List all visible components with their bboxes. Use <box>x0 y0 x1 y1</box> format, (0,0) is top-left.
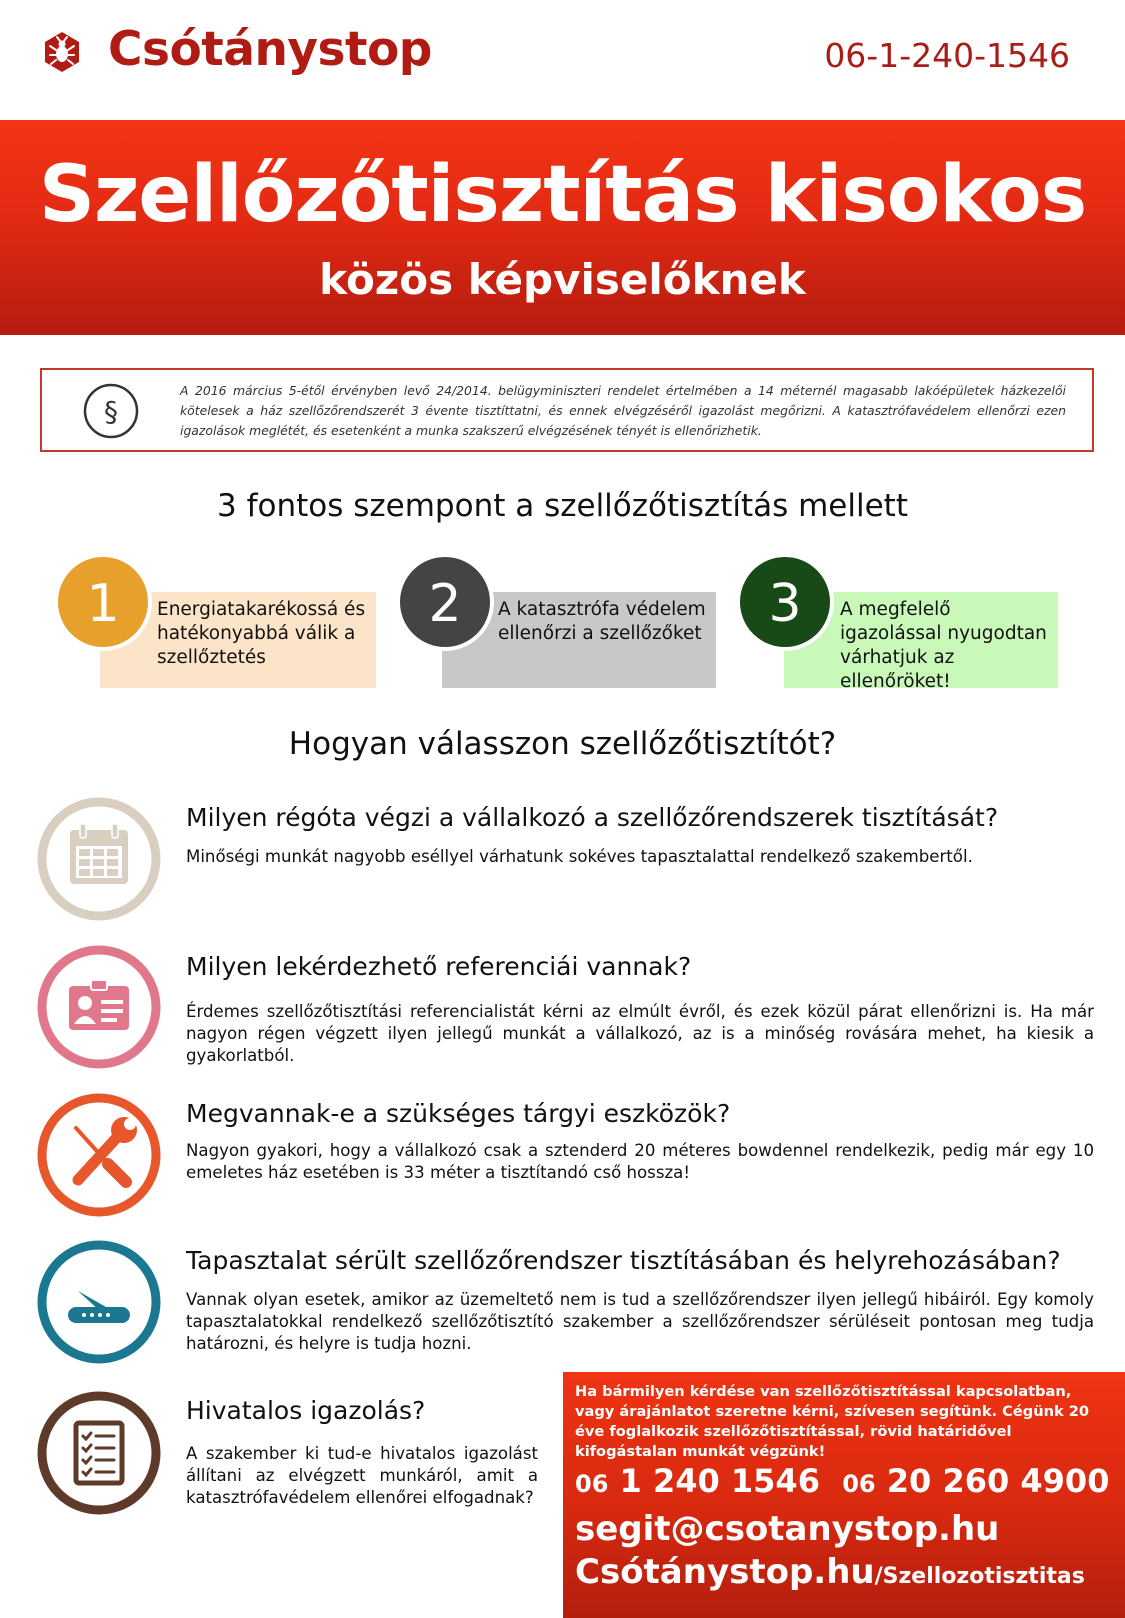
checklist-icon <box>36 1390 162 1516</box>
criterion-2-text: Érdemes szellőzőtisztítási referencialistát kérni az elmúlt évről, és ezek közül párat ellenőrizni is. Ha már nagyon régen végzett ilyen jellegű munkát a vállalkozó, az is a minőség rovására mehet, ha kiesik a gyakorlatból. <box>186 1002 1094 1065</box>
brand-name[interactable]: Csótánystop <box>108 22 432 77</box>
header-phone[interactable]: 06-1-240-1546 <box>824 36 1070 75</box>
website-path[interactable]: /Szellozotisztitas <box>874 1564 1085 1589</box>
paragraph-icon <box>82 382 140 440</box>
criterion-4-text: Vannak olyan esetek, amikor az üzemeltető nem is tud a szellőzőrendszer ilyen jellegű hibáiról. Egy komoly tapasztalatokkal rendelkező szellőzőtisztító szakember a szellőzőrendszer sérüléseit pontosan meg tudja határozni, és helyre is tudja hozni. <box>186 1290 1094 1353</box>
criterion-2-title: Milyen lekérdezhető referenciái vannak? <box>186 952 692 981</box>
criteria-section-title: Hogyan válasszon szellőzőtisztítót? <box>288 726 837 762</box>
criterion-5-title: Hivatalos igazolás? <box>186 1396 426 1425</box>
bug-logo-icon <box>40 30 84 74</box>
legal-notice <box>40 368 1094 452</box>
calendar-icon <box>36 796 162 922</box>
phone-2[interactable]: 20 260 4900 <box>886 1462 1110 1500</box>
tools-icon <box>36 1092 162 1218</box>
contact-email[interactable]: segit@csotanystop.hu <box>575 1509 1000 1549</box>
point-3-circle: 3 <box>736 553 834 651</box>
pocket-knife-icon <box>36 1239 162 1365</box>
contact-phones <box>575 1462 1109 1500</box>
website-domain[interactable]: Csótánystop.hu <box>575 1552 875 1592</box>
phone-1[interactable]: 1 240 1546 <box>619 1462 820 1500</box>
contact-intro: Ha bármilyen kérdése van szellőzőtisztítással kapcsolatban, vagy árajánlatot szeretne kérni, szívesen segítünk. Cégünk 20 éve foglalkozik szellőzőtisztítással, rövid határidővel kifogástalan munkát végzünk! <box>575 1383 1090 1460</box>
point-1-circle: 1 <box>54 553 152 651</box>
criterion-1-text: Minőségi munkát nagyobb eséllyel várhatunk sokéves tapasztalattal rendelkező szakembertől. <box>186 847 973 866</box>
criterion-1-title: Milyen régóta végzi a vállalkozó a szellőzőrendszerek tisztítását? <box>186 803 999 832</box>
criterion-5-text: A szakember ki tud-e hivatalos igazolást állítani az elvégzett munkáról, amit a katasztrófavédelem ellenőrei elfogadnak? <box>186 1444 538 1507</box>
title-banner <box>0 120 1125 335</box>
points-section-title: 3 fontos szempont a szellőzőtisztítás mellett <box>217 488 908 524</box>
contact-box <box>563 1372 1125 1618</box>
criterion-4-title: Tapasztalat sérült szellőzőrendszer tisztításában és helyrehozásában? <box>186 1246 1061 1275</box>
phone-2-prefix: 06 <box>842 1470 876 1498</box>
page-subtitle: közös képviselőknek <box>319 255 806 304</box>
id-card-icon <box>36 944 162 1070</box>
point-2-text: A katasztrófa védelem ellenőrzi a szellőzőket <box>498 599 706 644</box>
page-title: Szellőzőtisztítás kisokos <box>38 150 1087 240</box>
criterion-3-title: Megvannak-e a szükséges tárgyi eszközök? <box>186 1099 731 1128</box>
point-1-text: Energiatakarékossá és hatékonyabbá válik a szellőztetés <box>157 599 366 668</box>
phone-1-prefix: 06 <box>575 1470 609 1498</box>
criterion-3-text: Nagyon gyakori, hogy a vállalkozó csak a sztenderd 20 méteres bowdennel rendelkezik, pedig már egy 10 emeletes ház esetében is 33 méter a tisztítandó cső hossza! <box>186 1141 1094 1182</box>
point-3-text: A megfelelő igazolással nyugodtan várhatjuk az ellenőröket! <box>840 599 1047 692</box>
contact-website[interactable] <box>575 1552 1085 1592</box>
legal-notice-text: A 2016 március 5-étől érvényben levő 24/2014. belügyminiszteri rendelet értelmében a 14 méternél magasabb lakóépületek házkezelői kötelesek a ház szellőzőrendszerét 3 évente tisztíttatni, és ennek elvégzéséről igazolást megőrizni. A katasztrófavédelem ellenőrzi ezen igazolások meglétét, és esetenként a munka szakszerű elvégzésének tényét is ellenőrizhetik. <box>180 383 1066 438</box>
svg-text:§: § <box>104 395 118 428</box>
point-2-circle: 2 <box>396 553 494 651</box>
